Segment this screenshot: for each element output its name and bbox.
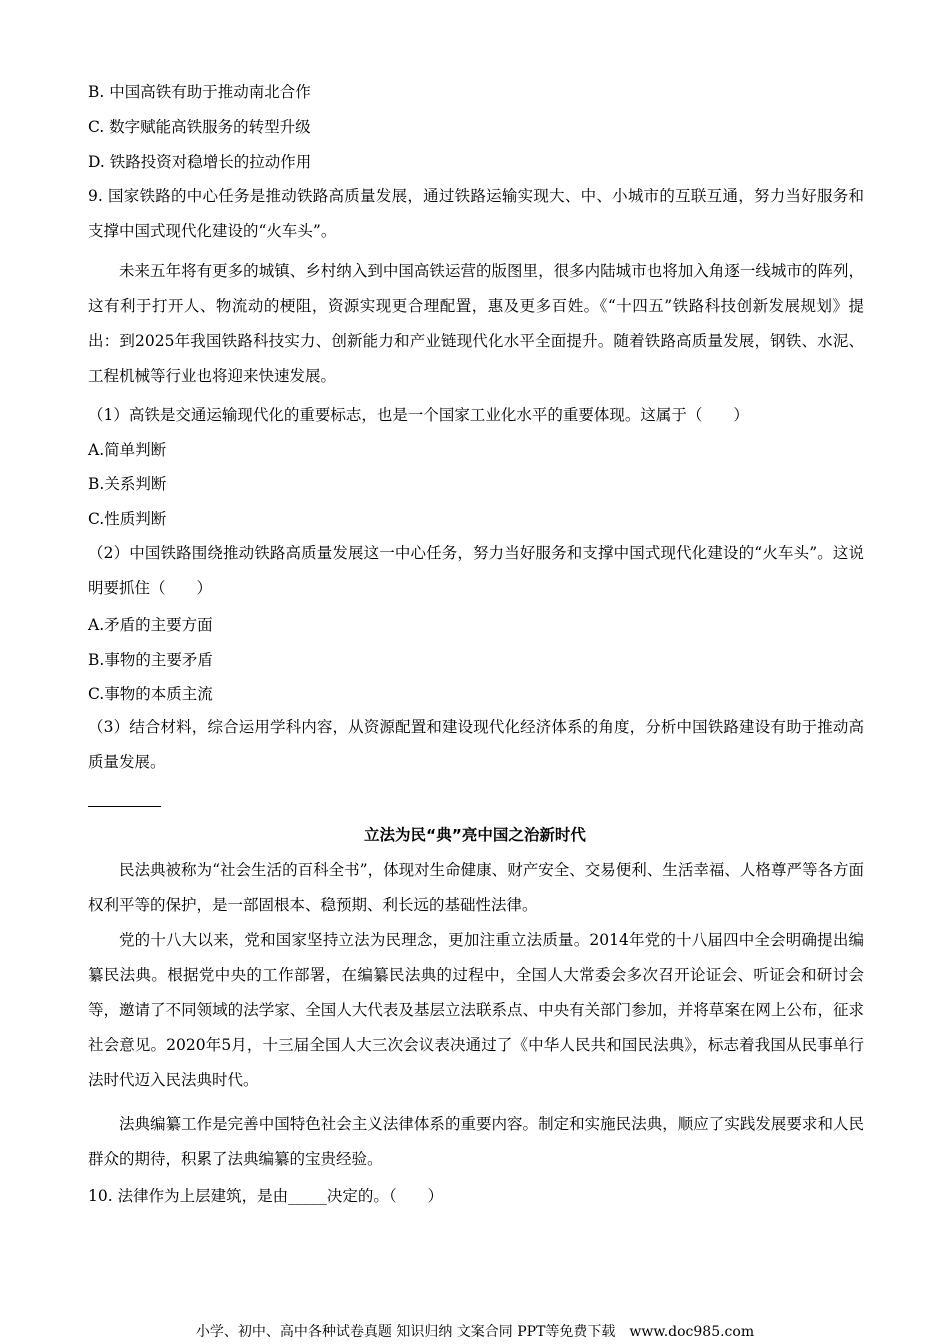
- article-paragraph-3: 法典编纂工作是完善中国特色社会主义法律体系的重要内容。制定和实施民法典，顺应了实践发展要求和人民群众的期待，积累了法典编纂的宝贵经验。: [88, 1115, 864, 1168]
- option-b-prev: B. 中国高铁有助于推动南北合作: [88, 83, 311, 101]
- sub1-option-b: B.关系判断: [88, 475, 167, 493]
- sub1-option-c: C.性质判断: [88, 510, 167, 528]
- sub2-option-c: C.事物的本质主流: [88, 685, 213, 703]
- option-c-prev: C. 数字赋能高铁服务的转型升级: [88, 118, 311, 136]
- section-divider: [88, 806, 161, 807]
- question-9-sub1: （1）高铁是交通运输现代化的重要标志，也是一个国家工业化水平的重要体现。这属于（ ）: [88, 406, 749, 424]
- question-9-sub2: （2）中国铁路围绕推动铁路高质量发展这一中心任务，努力当好服务和支撑中国式现代化建设的“火车头”。这说明要抓住（ ）: [88, 544, 864, 597]
- page-footer: 小学、初中、高中各种试卷真题 知识归纳 文案合同 PPT等免费下载 www.doc985.com: [195, 1324, 755, 1340]
- article-paragraph-1: 民法典被称为“社会生活的百科全书”，体现对生命健康、财产安全、交易便利、生活幸福、人格尊严等各方面权利平等的保护，是一部固根本、稳预期、利长远的基础性法律。: [88, 861, 864, 914]
- article-paragraph-2: 党的十八大以来，党和国家坚持立法为民理念，更加注重立法质量。2014年党的十八届四中全会明确提出编纂民法典。根据党中央的工作部署，在编纂民法典的过程中，全国人大常委会多次召开论证会、听证会和研讨会等，邀请了不同领域的法学家、全国人大代表及基层立法联系点、中央有关部门参加，并将草案在网上公布，征求社会意见。2020年5月，十三届全国人大三次会议表决通过了《中华人民共和国民法典》，标志着我国从民事单行法时代迈入民法典时代。: [88, 931, 864, 1089]
- option-d-prev: D. 铁路投资对稳增长的拉动作用: [88, 153, 312, 171]
- sub2-option-a: A.矛盾的主要方面: [88, 616, 213, 634]
- question-10-stem: 10. 法律作为上层建筑，是由_____决定的。（ ）: [88, 1187, 444, 1205]
- question-9-sub3: （3）结合材料，综合运用学科内容，从资源配置和建设现代化经济体系的角度，分析中国铁路建设有助于推动高质量发展。: [88, 718, 864, 771]
- article-title: 立法为民“典”亮中国之治新时代: [364, 826, 586, 844]
- question-9-material: 未来五年将有更多的城镇、乡村纳入到中国高铁运营的版图里，很多内陆城市也将加入角逐一线城市的阵列，这有利于打开人、物流动的梗阻，资源实现更合理配置，惠及更多百姓。《“十四五”铁路科技创新发展规划》提出：到2025年我国铁路科技实力、创新能力和产业链现代化水平全面提升。随着铁路高质量发展，钢铁、水泥、工程机械等行业也将迎来快速发展。: [88, 262, 864, 385]
- sub2-option-b: B.事物的主要矛盾: [88, 651, 213, 669]
- question-9-stem: 9. 国家铁路的中心任务是推动铁路高质量发展，通过铁路运输实现大、中、小城市的互联互通，努力当好服务和支撑中国式现代化建设的“火车头”。: [88, 187, 864, 240]
- sub1-option-a: A.简单判断: [88, 441, 167, 459]
